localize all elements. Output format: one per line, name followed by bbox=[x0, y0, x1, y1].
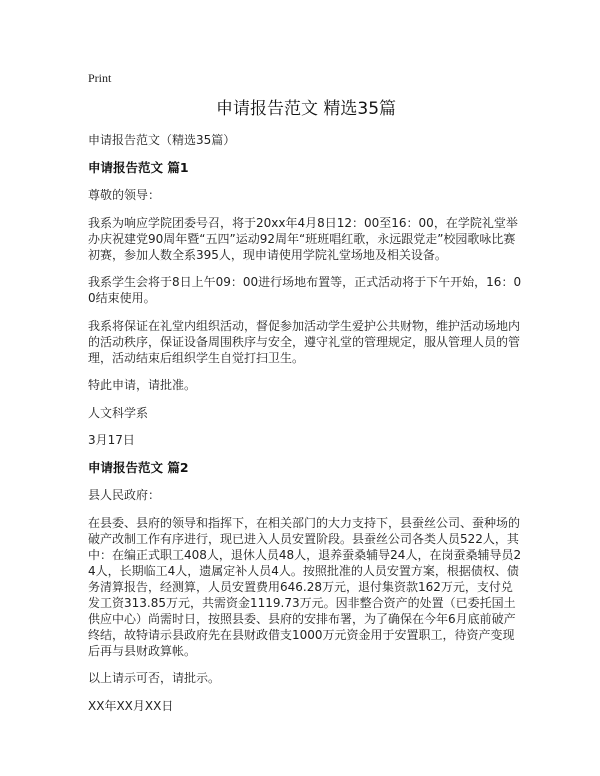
section-heading-2: 申请报告范文 篇2 bbox=[88, 459, 189, 475]
paragraph: 在县委、县府的领导和指挥下，在相关部门的大力支持下，县蚕丝公司、蚕种场的破产改制工作有序进行，现已进入人员安置阶段。县蚕丝公司各类人员522人，其中：在编正式职工408人，退休人员48人，退养蚕桑辅导24人，在岗蚕桑辅导员24人，长期临工4人，遗属定补人员4人。按照批准的人员安置方案，根据债权、债务清算报告，经测算，人员安置费用646.28万元，退付集资款162万元，支付兑发工资313.85万元，共需资金1119.73万元。因非整合资产的处置（已委托国土供应中心）尚需时日，按照县委、县府的安排布署，为了确保在今年6月底前破产终结，故特请示县政府先在县财政借支1000万元资金用于安置职工，待资产变现后再与县财政算帐。 bbox=[88, 515, 522, 658]
print-link[interactable]: Print bbox=[88, 71, 112, 85]
paragraph: 我系将保证在礼堂内组织活动，督促参加活动学生爱护公共财物，维护活动场地内的活动秩序，保证设备周围秩序与安全，遵守礼堂的管理规定，服从管理人员的管理，活动结束后组织学生自觉打扫卫生。 bbox=[88, 318, 521, 365]
document-subtitle: 申请报告范文（精选35篇） bbox=[88, 133, 236, 147]
date: 3月17日 bbox=[88, 433, 135, 447]
closing: 特此申请，请批准。 bbox=[88, 378, 197, 392]
date: XX年XX月XX日 bbox=[88, 698, 174, 713]
salutation: 尊敬的领导： bbox=[88, 188, 161, 202]
paragraph: 我系为响应学院团委号召，将于20xx年4月8日12：00至16：00，在学院礼堂举办庆祝建党90周年暨“五四”运动92周年“班班唱红歌，永远跟党走”校园歌咏比赛初赛，参加人数全系395人，现申请使用学院礼堂场地及相关设备。 bbox=[88, 215, 518, 262]
page-title: 申请报告范文 精选35篇 bbox=[215, 99, 397, 119]
salutation: 县人民政府： bbox=[88, 488, 161, 502]
signature: 人文科学系 bbox=[88, 405, 149, 420]
section-heading-1: 申请报告范文 篇1 bbox=[88, 159, 189, 175]
closing: 以上请示可否，请批示。 bbox=[88, 671, 221, 685]
paragraph: 我系学生会将于8日上午09：00进行场地布置等，正式活动将于下午开始，16：00结束使用。 bbox=[88, 275, 522, 305]
document-page bbox=[88, 70, 524, 725]
